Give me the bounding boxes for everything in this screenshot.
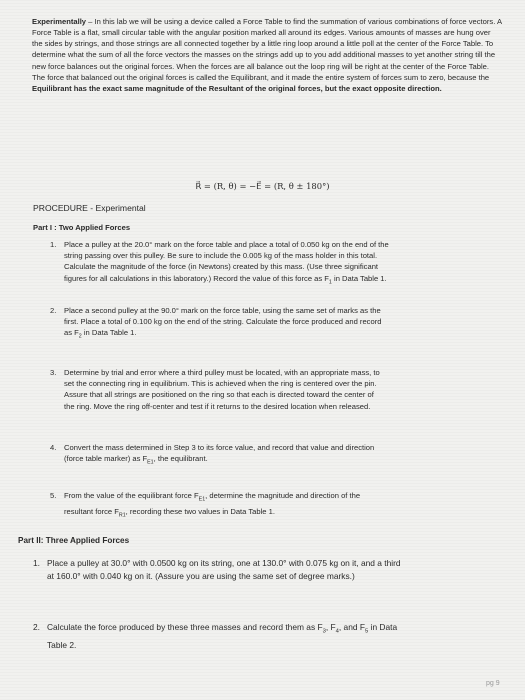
step-text xyxy=(64,239,389,288)
part1-step-5 xyxy=(50,490,510,519)
step-line: the ring. Move the ring off-center and test if it returns to the desired location when released. xyxy=(64,401,371,411)
step-text xyxy=(47,557,401,583)
step-line: Place a pulley at 30.0° with 0.0500 kg on its string, one at 130.0° with 0.075 kg on it, and a third xyxy=(47,558,401,568)
procedure-title: PROCEDURE - Experimental xyxy=(33,203,146,213)
step-line: Place a second pulley at the 90.0° mark on the force table, using the same set of marks as the xyxy=(64,306,381,315)
part1-step-2 xyxy=(50,305,510,341)
step-text xyxy=(64,442,374,469)
part1-step-4 xyxy=(50,442,510,466)
step-number: 4. xyxy=(50,443,57,452)
step-line: set the connecting ring in equilibrium. This is achieved when the ring is centered over the pin. xyxy=(64,379,377,389)
part1-title: Part I : Two Applied Forces xyxy=(33,223,131,232)
step-line: Calculate the force produced by these three masses and record them as $F_3$, $F_4$, and $F_5$ in Data xyxy=(47,622,398,635)
intro-paragraph xyxy=(32,16,502,94)
intro-lead: Experimentally xyxy=(32,17,87,26)
step-line: Table 2. xyxy=(47,639,77,650)
step-text xyxy=(64,490,360,521)
step-line: Calculate the magnitude of the force (in Newtons) created by this mass. (Use three significant xyxy=(64,262,379,272)
part2-title: Part II: Three Applied Forces xyxy=(18,536,130,545)
step-text xyxy=(64,305,381,343)
step-line: Place a pulley at the 20.0° mark on the force table and place a total of 0.050 kg on the end of the xyxy=(64,240,389,249)
step-line: as $F_2$ in Data Table 1. xyxy=(64,328,137,340)
part1-step-1 xyxy=(50,239,510,285)
step-line: figures for all calculations in this laboratory.) Record the value of this force as $F_1$ in Data Table 1. xyxy=(64,273,387,286)
step-line: (force table marker) as $F_{E1}$, the equilibrant. xyxy=(64,454,208,466)
intro-text: – In this lab we will be using a device called a Force Table to find the summation of various combinations of force vectors. A Force Table is a flat, small circular table with the angular position marked all around its edges. Various amounts of masses are hung over the sides by strings, and those strings are all connected together by a little ring loop around a little poll at the center of the Force Table. To determine what the sum of all the force vectors the masses on the strings add up to you add additional masses to yet another string till the new force balances out the original forces. When the forces are all balance out the loop ring will be right at the center of the Force Table. The force that balanced out the original forces is called the Equilibrant, and it made the entire system of forces sum to zero, because the xyxy=(32,17,502,82)
part2-step-1 xyxy=(33,557,513,585)
step-number: 1. xyxy=(50,240,57,249)
step-number: 3. xyxy=(50,368,57,377)
step-line: at 160.0° with 0.040 kg on it. (Assure you are using the same set of degree marks.) xyxy=(47,571,355,581)
part1-step-3 xyxy=(50,367,510,413)
step-number: 2. xyxy=(50,306,57,315)
step-line: resultant force $F_{R1}$, recording these two values in Data Table 1. xyxy=(64,506,275,519)
intro-emphasis: Equilibrant has the exact same magnitude of the Resultant of the original forces, but the exact opposite direction. xyxy=(32,83,442,93)
part2-step-2 xyxy=(33,621,513,649)
step-number: 2. xyxy=(33,622,40,632)
step-line: first. Place a total of 0.100 kg on the end of the string. Calculate the force produced and record xyxy=(64,317,382,327)
step-text xyxy=(47,621,397,652)
step-line: Assure that all strings are positioned on the ring so that each is directed toward the center of xyxy=(64,390,374,400)
step-line: From the value of the equilibrant force $F_{E1}$, determine the magnitude and direction of the xyxy=(64,491,361,503)
step-number: 1. xyxy=(33,558,40,568)
equilibrant-formula: R⃗ = (R, θ) = −E⃗ = (R, θ ± 180°) xyxy=(195,181,330,191)
step-line: string passing over this pulley. Be sure to include the 0.005 kg of the mass holder in this total. xyxy=(64,251,378,261)
step-number: 5. xyxy=(50,491,57,500)
step-text xyxy=(64,367,380,412)
step-line: Convert the mass determined in Step 3 to its force value, and record that value and direction xyxy=(64,443,375,452)
page-number: pg 9 xyxy=(486,680,500,687)
step-line: Determine by trial and error where a third pulley must be located, with an appropriate mass, to xyxy=(64,368,380,377)
